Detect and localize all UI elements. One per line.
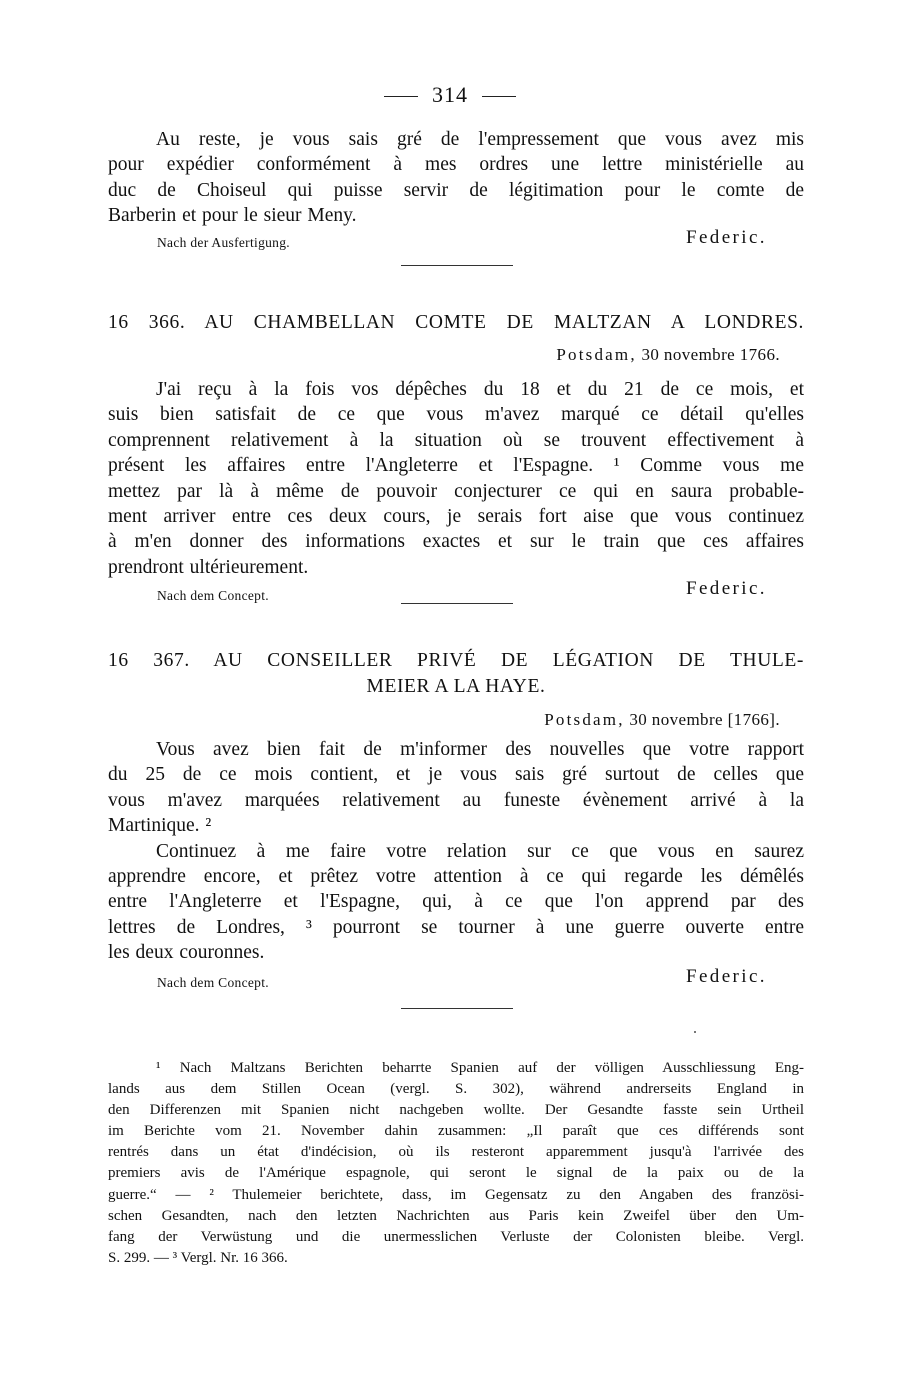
footnote-line: fang der Verwüstung und die unermesslichen Verluste der Colonisten bleibe. Vergl. bbox=[108, 1228, 804, 1245]
letter-16367-line: les deux couronnes. bbox=[108, 942, 265, 964]
footnote-line: lands aus dem Stillen Ocean (vergl. S. 302), während andrerseits England in bbox=[108, 1081, 804, 1098]
letter-16367-date: 30 novembre [1766]. bbox=[629, 710, 780, 729]
letter-16366-body bbox=[108, 377, 804, 580]
letter-16367-heading bbox=[108, 650, 804, 698]
letter-16366-source-note: Nach dem Concept. bbox=[157, 588, 269, 603]
footnote-line: den Differenzen mit Spanien nicht nachgeben wollte. Der Gesandte fasste sein Urtheil bbox=[108, 1102, 804, 1119]
letter-16367-source-note: Nach dem Concept. bbox=[157, 975, 269, 990]
letter-16366-line: à m'en donner des informations exactes et sur le train que ces affaires bbox=[108, 531, 804, 553]
letter-16366-line: suis bien satisfait de ce que vous m'avez marqué ce détail qu'elles bbox=[108, 404, 804, 426]
letter-16367-line: vous m'avez marquées relativement au funeste évènement arrivé à la bbox=[108, 789, 804, 811]
letter-16366-line: ment arriver entre ces deux cours, je serais fort aise que vous continuez bbox=[108, 506, 804, 528]
letter-16366-heading-text: 16 366. AU CHAMBELLAN COMTE DE MALTZAN A LONDRES. bbox=[108, 312, 804, 333]
letter-16367-line: apprendre encore, et prêtez votre attention à ce qui regarde les démêlés bbox=[108, 866, 804, 888]
intro-line: Barberin et pour le sieur Meny. bbox=[108, 205, 357, 227]
footnote-line: guerre.“ — ² Thulemeier berichtete, dass, im Gegensatz zu den Angaben des französi- bbox=[108, 1186, 804, 1203]
letter-16367-line: Continuez à me faire votre relation sur ce que vous en saurez bbox=[156, 840, 804, 862]
section-divider bbox=[401, 603, 513, 604]
letter-16366-line: mettez par là à même de pouvoir conjecturer ce qui en saura probable- bbox=[108, 480, 804, 502]
section-divider bbox=[401, 265, 513, 266]
letter-16366-heading bbox=[108, 312, 804, 334]
footnote-line: premiers avis de l'Amérique espagnole, qui seront le signal de la paix ou de la bbox=[108, 1165, 804, 1182]
page-number-text: 314 bbox=[432, 82, 468, 107]
letter-16366-dateline bbox=[556, 345, 780, 365]
letter-16366-line: J'ai reçu à la fois vos dépêches du 18 et du 21 de ce mois, et bbox=[156, 379, 804, 400]
letter-16366-line: prendront ultérieurement. bbox=[108, 556, 309, 578]
letter-16367-line: Martinique. ² bbox=[108, 815, 212, 837]
page-number bbox=[0, 82, 900, 108]
footnote-line: ¹ Nach Maltzans Berichten beharrte Spanien auf der völligen Ausschliessung Eng- bbox=[156, 1060, 804, 1076]
letter-16367-line: Vous avez bien fait de m'informer des nouvelles que votre rapport bbox=[156, 739, 804, 760]
letter-16367-heading-line2: MEIER A LA HAYE. bbox=[366, 676, 546, 697]
section-divider bbox=[401, 1008, 513, 1009]
letter-16367-line: du 25 de ce mois contient, et je vous sais gré surtout de celles que bbox=[108, 764, 804, 786]
letter-16367-place: Potsdam, bbox=[544, 710, 625, 729]
letter-16367-signature: Federic. bbox=[686, 966, 767, 987]
footnotes bbox=[108, 1058, 804, 1269]
letter-16367-line: entre l'Angleterre et l'Espagne, qui, à ce que l'on apprend par des bbox=[108, 891, 804, 913]
letter-16366-date: 30 novembre 1766. bbox=[641, 345, 780, 364]
letter-16366-line: présent les affaires entre l'Angleterre et l'Espagne. ¹ Comme vous me bbox=[108, 455, 804, 477]
intro-source-note: Nach der Ausfertigung. bbox=[157, 235, 290, 250]
letter-16366-line: comprennent relativement à la situation où se trouvent effectivement à bbox=[108, 429, 804, 451]
intro-line: duc de Choiseul qui puisse servir de légitimation pour le comte de bbox=[108, 179, 804, 201]
page-number-dash-right bbox=[482, 96, 516, 97]
print-speck bbox=[694, 1031, 696, 1033]
footnote-line: im Berichte vom 21. November dahin zusammen: „Il paraît que ces différends sont bbox=[108, 1123, 804, 1140]
footnote-line: rentrés dans un état d'indécision, où ils resteront apparemment jusqu'à l'arrivée des bbox=[108, 1144, 804, 1161]
letter-16367-dateline bbox=[544, 710, 780, 730]
footnote-line: schen Gesandten, nach den letzten Nachrichten aus Paris kein Zweifel über den Um- bbox=[108, 1207, 804, 1224]
intro-signature: Federic. bbox=[686, 227, 767, 248]
letter-16366-signature: Federic. bbox=[686, 578, 767, 599]
letter-16367-body bbox=[108, 737, 804, 966]
page-number-dash-left bbox=[384, 96, 418, 97]
intro-line: pour expédier conformément à mes ordres une lettre ministérielle au bbox=[108, 154, 804, 176]
letter-16367-heading-line1: 16 367. AU CONSEILLER PRIVÉ DE LÉGATION DE THULE- bbox=[108, 650, 804, 671]
footnote-line: S. 299. — ³ Vergl. Nr. 16 366. bbox=[108, 1249, 288, 1266]
letter-16366-place: Potsdam, bbox=[556, 345, 637, 364]
intro-paragraph bbox=[108, 127, 804, 229]
intro-line: Au reste, je vous sais gré de l'empressement que vous avez mis bbox=[156, 129, 804, 150]
letter-16367-line: lettres de Londres, ³ pourront se tourner à une guerre ouverte entre bbox=[108, 916, 804, 938]
